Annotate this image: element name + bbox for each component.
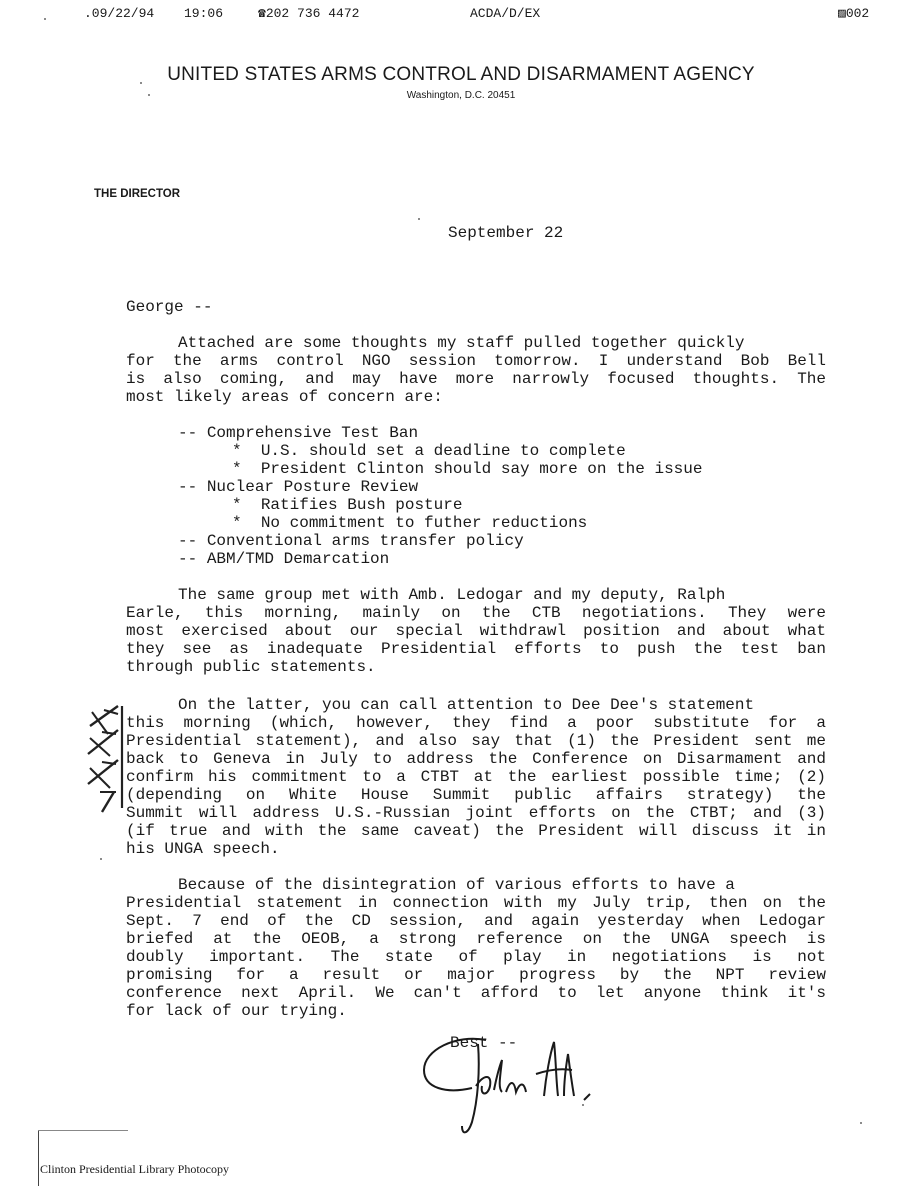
paragraph-line: Summit will address U.S.-Russian joint efforts on the CTBT; and (3) bbox=[126, 804, 826, 822]
handwritten-signature bbox=[416, 1030, 606, 1142]
paragraph-line: is also coming, and may have more narrowly focused thoughts. The bbox=[126, 370, 826, 388]
paragraph-line: Presidential statement), and also say that (1) the President sent me bbox=[126, 732, 826, 750]
paragraph-line: they see as inadequate Presidential efforts to push the test ban bbox=[126, 640, 826, 658]
fax-date: .09/22/94 bbox=[84, 6, 155, 21]
sub-bullet bbox=[232, 496, 462, 514]
bullet-marker: * bbox=[232, 514, 242, 532]
list-dash: -- bbox=[178, 532, 198, 550]
concern-label: Conventional arms transfer policy bbox=[206, 532, 524, 550]
concern-item bbox=[178, 478, 418, 496]
concern-label: Nuclear Posture Review bbox=[206, 478, 419, 496]
list-dash: -- bbox=[178, 478, 198, 496]
sender-title: THE DIRECTOR bbox=[94, 188, 181, 200]
paragraph-line: Presidential statement in connection with my July trip, then on the bbox=[126, 894, 826, 912]
paragraph-line: this morning (which, however, they find a poor substitute for a bbox=[126, 714, 826, 732]
library-photocopy-stamp: Clinton Presidential Library Photocopy bbox=[40, 1162, 229, 1176]
list-dash: -- bbox=[178, 550, 198, 568]
scan-speck bbox=[140, 82, 142, 84]
scan-speck bbox=[418, 218, 420, 220]
list-dash: -- bbox=[178, 424, 198, 442]
scan-speck bbox=[100, 858, 102, 860]
salutation: George -- bbox=[126, 298, 213, 316]
sub-bullet-text: Ratifies Bush posture bbox=[260, 496, 463, 514]
sub-bullet-text: No commitment to futher reductions bbox=[260, 514, 588, 532]
paragraph-line: back to Geneva in July to address the Conference on Disarmament and bbox=[126, 750, 826, 768]
agency-address: Washington, D.C. 20451 bbox=[406, 90, 516, 101]
paragraph-line: most likely areas of concern are: bbox=[126, 388, 443, 406]
concern-label: Comprehensive Test Ban bbox=[206, 424, 419, 442]
sub-bullet bbox=[232, 460, 702, 478]
handwritten-margin-marks bbox=[82, 704, 126, 814]
paragraph-line: for the arms control NGO session tomorrow. I understand Bob Bell bbox=[126, 352, 826, 370]
paragraph-line: confirm his commitment to a CTBT at the earliest possible time; (2) bbox=[126, 768, 826, 786]
paragraph-line: Earle, this morning, mainly on the CTB negotiations. They were bbox=[126, 604, 826, 622]
paragraph-line: Sept. 7 end of the CD session, and again yesterday when Ledogar bbox=[126, 912, 826, 930]
paragraph-line: most exercised about our special withdrawl position and about what bbox=[126, 622, 826, 640]
paragraph-line: (if true and with the same caveat) the President will discuss it in bbox=[126, 822, 826, 840]
scan-speck bbox=[44, 18, 46, 20]
letter-date: September 22 bbox=[448, 224, 564, 242]
fax-time: 19:06 bbox=[184, 6, 224, 21]
photocopy-stamp-border bbox=[38, 1130, 39, 1186]
concern-label: ABM/TMD Demarcation bbox=[206, 550, 390, 568]
scan-speck bbox=[860, 1122, 862, 1124]
photocopy-stamp-rule bbox=[38, 1130, 128, 1131]
concern-item bbox=[178, 424, 418, 442]
paragraph-line: The same group met with Amb. Ledogar and my deputy, Ralph bbox=[178, 586, 726, 604]
paragraph-line: Because of the disintegration of various efforts to have a bbox=[178, 876, 735, 894]
paragraph-line: his UNGA speech. bbox=[126, 840, 280, 858]
closing: Best -- bbox=[450, 1034, 518, 1052]
bullet-marker: * bbox=[232, 460, 242, 478]
paragraph-line: Attached are some thoughts my staff pulled together quickly bbox=[178, 334, 745, 352]
bullet-marker: * bbox=[232, 442, 242, 460]
paragraph-line: conference next April. We can't afford to let anyone think it's bbox=[126, 984, 826, 1002]
agency-name: UNITED STATES ARMS CONTROL AND DISARMAMENT AGENCY bbox=[167, 64, 755, 85]
concern-item bbox=[178, 532, 524, 550]
paragraph-line: doubly important. The state of play in negotiations is not bbox=[126, 948, 826, 966]
sub-bullet bbox=[232, 442, 626, 460]
fax-phone: ☎202 736 4472 bbox=[258, 6, 360, 21]
paragraph-line: promising for a result or major progress by the NPT review bbox=[126, 966, 826, 984]
paragraph-line: On the latter, you can call attention to Dee Dee's statement bbox=[178, 696, 755, 714]
paragraph-line: (depending on White House Summit public affairs strategy) the bbox=[126, 786, 826, 804]
paragraph-line: for lack of our trying. bbox=[126, 1002, 347, 1020]
fax-page-number: ▨002 bbox=[838, 6, 870, 21]
sub-bullet bbox=[232, 514, 587, 532]
sub-bullet-text: President Clinton should say more on the issue bbox=[260, 460, 703, 478]
scan-speck bbox=[582, 1104, 584, 1106]
scan-speck bbox=[148, 94, 150, 96]
sub-bullet-text: U.S. should set a deadline to complete bbox=[260, 442, 626, 460]
bullet-marker: * bbox=[232, 496, 242, 514]
paragraph-line: briefed at the OEOB, a strong reference on the UNGA speech is bbox=[126, 930, 826, 948]
fax-office: ACDA/D/EX bbox=[470, 6, 541, 21]
concern-item bbox=[178, 550, 389, 568]
paragraph-line: through public statements. bbox=[126, 658, 376, 676]
